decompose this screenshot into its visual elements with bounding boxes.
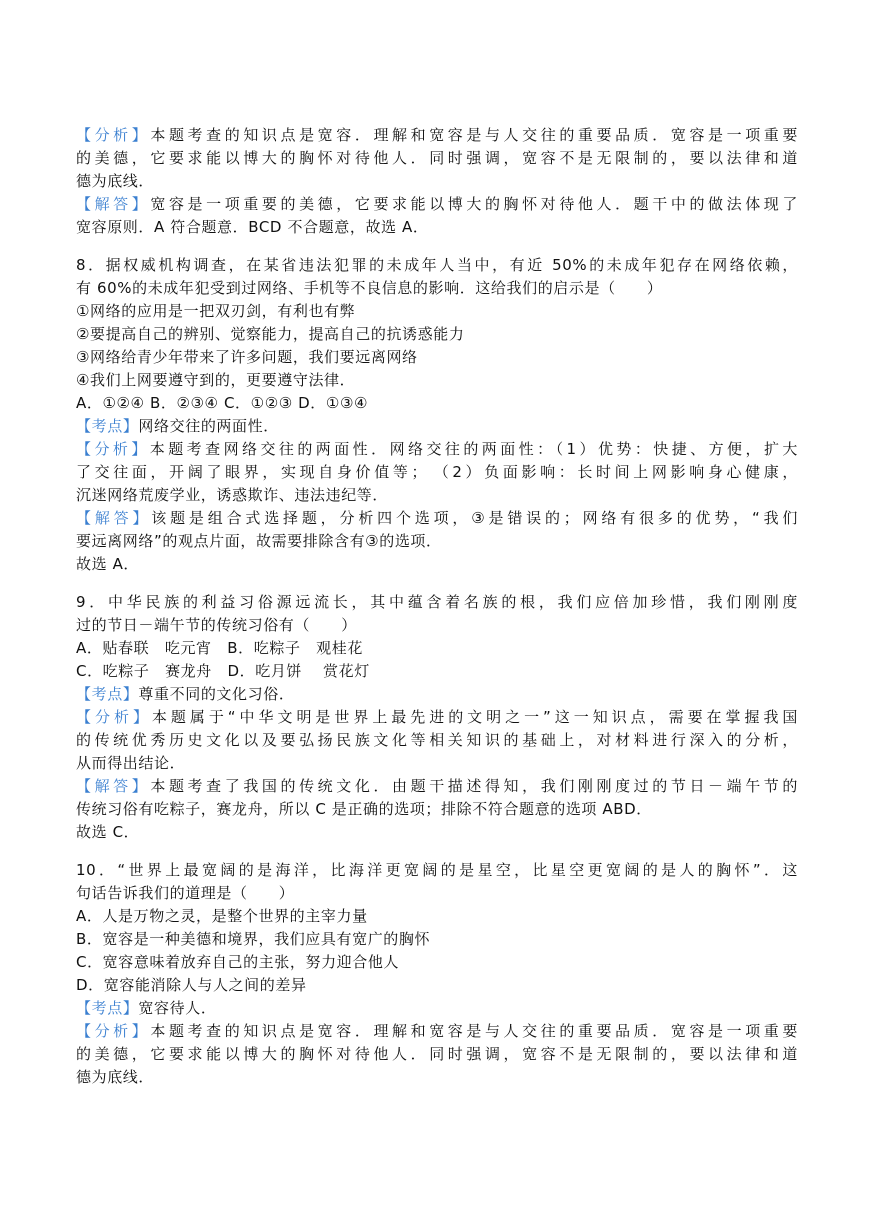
q10-point-line: 【考点】宽容待人．: [76, 999, 217, 1017]
analysis-tag: 【分析】: [76, 126, 151, 144]
q10-analysis-line-3: 德为底线．: [76, 1068, 155, 1086]
q8-answer-line-2: 要远离网络”的观点片面，故需要排除含有③的选项．: [76, 532, 442, 550]
q8-statement-2: ②要提高自己的辨别、觉察能力，提高自己的抗诱惑能力: [76, 325, 465, 343]
q10-stem-line-1: 10．“世界上最宽阔的是海洋，比海洋更宽阔的是星空，比星空更宽阔的是人的胸怀”．这: [76, 861, 798, 879]
q10-stem-line-2: 句话告诉我们的道理是（ ）: [76, 884, 295, 902]
analysis-tag: 【分析】: [76, 1022, 151, 1040]
analysis-tag: 【分析】: [76, 708, 152, 726]
q9-stem-line-2: 过的节日－端午节的传统习俗有（ ）: [76, 616, 357, 634]
q10-analysis-line-2: 的美德，它要求能以博大的胸怀对待他人．同时强调，宽容不是无限制的，要以法律和道: [76, 1045, 798, 1063]
q8-conclusion: 故选 A．: [76, 555, 140, 573]
q8-stem-line-1: 8．据权威机构调查，在某省违法犯罪的未成年人当中，有近 50%的未成年犯存在网络依赖，: [76, 256, 798, 274]
answer-tag: 【解答】: [76, 509, 152, 527]
q7-answer-line-1: 【解答】宽容是一项重要的美德，它要求能以博大的胸怀对待他人．题干中的做法体现了: [76, 195, 798, 213]
q9-analysis-line-3: 从而得出结论．: [76, 754, 186, 772]
q8-options: A．①②④ B．②③④ C．①②③ D．①③④: [76, 394, 369, 412]
q9-answer-line-1: 【解答】本题考查了我国的传统文化．由题干描述得知，我们刚刚度过的节日－端午节的: [76, 777, 798, 795]
q9-point-line: 【考点】尊重不同的文化习俗．: [76, 685, 295, 703]
q8-analysis-line-2: 了交往面，开阔了眼界，实现自身价值等； （2）负面影响：长时间上网影响身心健康，: [76, 463, 798, 481]
q9-option-line-1: A．贴春联 吃元宵 B．吃粽子 观桂花: [76, 639, 363, 657]
q9-conclusion: 故选 C．: [76, 823, 140, 841]
q8-point-line: 【考点】网络交往的两面性．: [76, 417, 279, 435]
point-tag: 【考点】: [76, 685, 139, 703]
q9-option-line-2: C．吃粽子 赛龙舟 D．吃月饼 赏花灯: [76, 662, 370, 680]
answer-tag: 【解答】: [76, 195, 151, 213]
analysis-tag: 【分析】: [76, 440, 150, 458]
q8-answer-line-1: 【解答】该题是组合式选择题，分析四个选项，③是错误的；网络有很多的优势，“我们: [76, 509, 798, 527]
q7-analysis-line-3: 德为底线．: [76, 172, 155, 190]
answer-tag: 【解答】: [76, 777, 151, 795]
q10-option-c: C．宽容意味着放弃自己的主张，努力迎合他人: [76, 953, 400, 971]
q8-analysis-line-3: 沉迷网络荒废学业，诱惑欺诈、违法违纪等．: [76, 486, 389, 504]
q10-option-a: A．人是万物之灵，是整个世界的主宰力量: [76, 907, 368, 925]
document-page: [76, 124, 798, 1089]
q10-option-b: B．宽容是一种美德和境界，我们应具有宽广的胸怀: [76, 930, 431, 948]
q10-analysis-line-1: 【分析】本题考查的知识点是宽容．理解和宽容是与人交往的重要品质．宽容是一项重要: [76, 1022, 798, 1040]
q9-stem-line-1: 9．中华民族的利益习俗源远流长，其中蕴含着名族的根，我们应倍加珍惜，我们刚刚度: [76, 593, 798, 611]
q8-statement-4: ④我们上网要遵守到的，更要遵守法律．: [76, 371, 356, 389]
q9-answer-line-2: 传统习俗有吃粽子，赛龙舟，所以 C 是正确的选项；排除不符合题意的选项 ABD．: [76, 800, 652, 818]
q8-stem-line-2: 有 60%的未成年犯受到过网络、手机等不良信息的影响．这给我们的启示是（ ）: [76, 279, 663, 297]
q10-option-d: D．宽容能消除人与人之间的差异: [76, 976, 307, 994]
point-tag: 【考点】: [76, 999, 139, 1017]
q8-analysis-line-1: 【分析】本题考查网络交往的两面性．网络交往的两面性：（1）优势：快捷、方便，扩大: [76, 440, 798, 458]
q8-statement-3: ③网络给青少年带来了许多问题，我们要远离网络: [76, 348, 418, 366]
q7-analysis-line-1: 【分析】本题考查的知识点是宽容．理解和宽容是与人交往的重要品质．宽容是一项重要: [76, 126, 798, 144]
q8-statement-1: ①网络的应用是一把双刃剑，有利也有弊: [76, 302, 356, 320]
q7-answer-line-2: 宽容原则．A 符合题意．BCD 不合题意，故选 A．: [76, 218, 429, 236]
q9-analysis-line-1: 【分析】本题属于“中华文明是世界上最先进的文明之一”这一知识点，需要在掌握我国: [76, 708, 799, 726]
point-tag: 【考点】: [76, 417, 139, 435]
q7-analysis-line-2: 的美德，它要求能以博大的胸怀对待他人．同时强调，宽容不是无限制的，要以法律和道: [76, 149, 798, 167]
q9-analysis-line-2: 的传统优秀历史文化以及要弘扬民族文化等相关知识的基础上，对材料进行深入的分析，: [76, 731, 798, 749]
